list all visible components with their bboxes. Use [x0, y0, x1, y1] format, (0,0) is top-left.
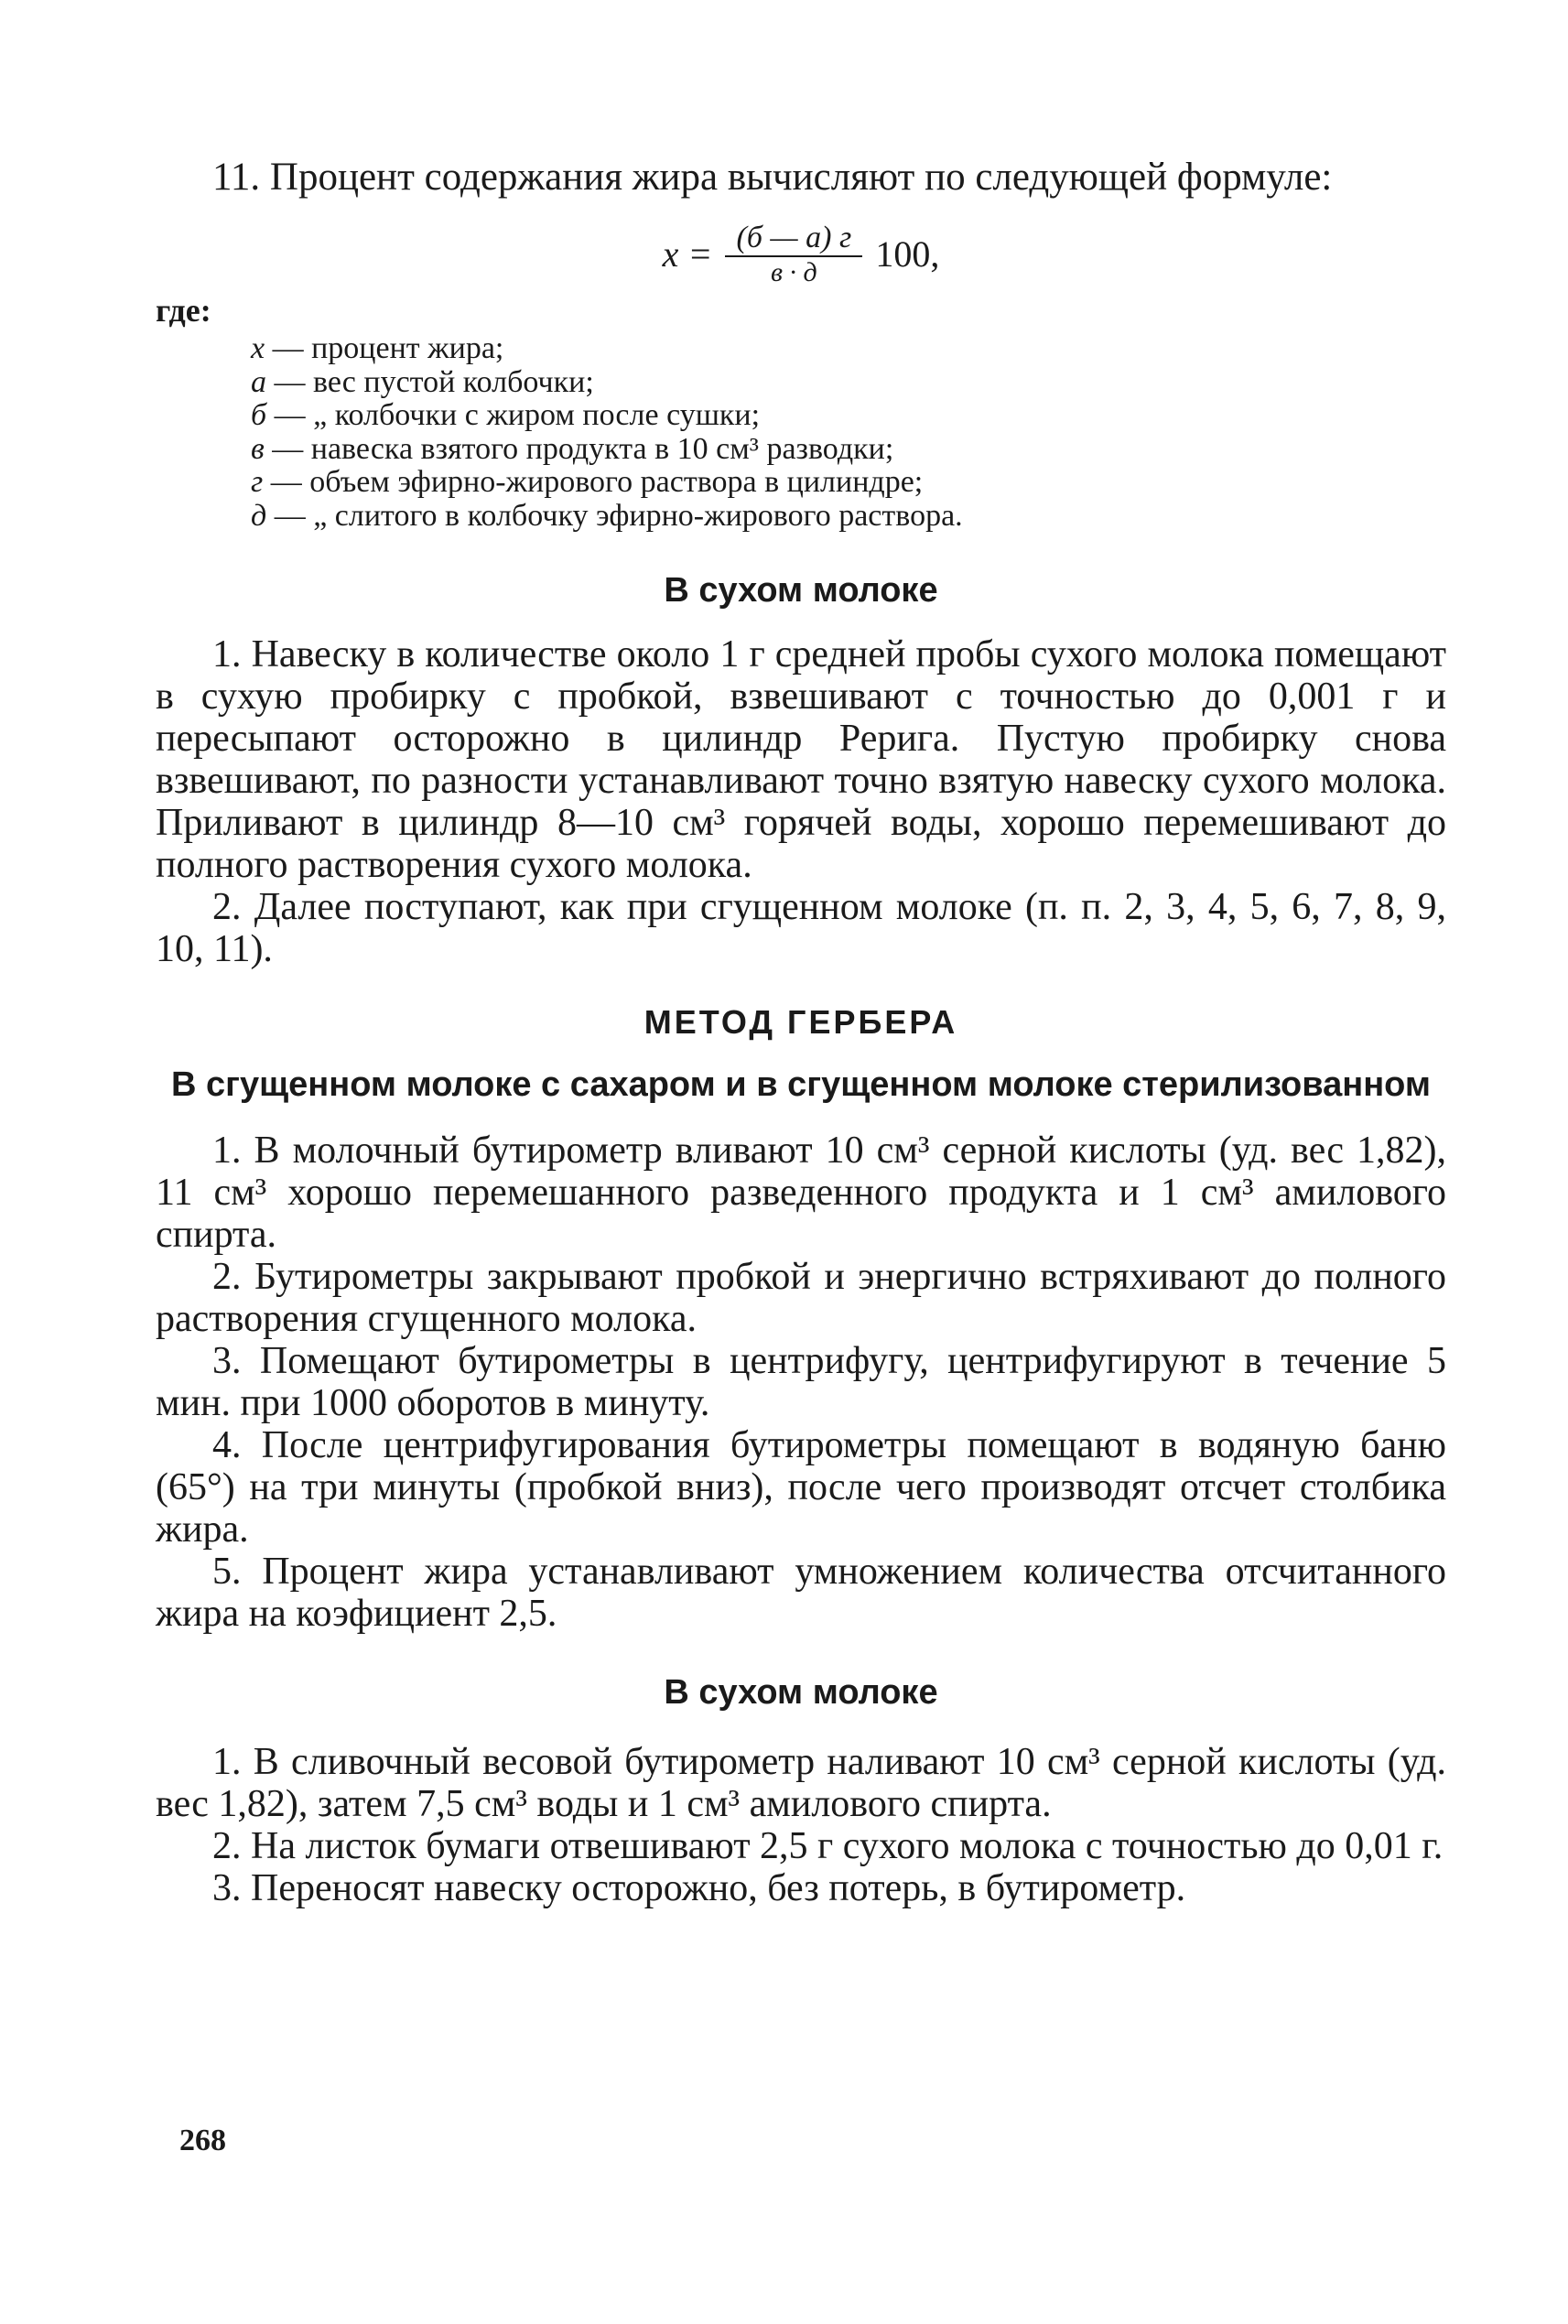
paragraph: 3. Помещают бутирометры в центрифугу, центрифугируют в течение 5 мин. при 1000 оборотов в минуту. [156, 1340, 1446, 1424]
paragraph: 1. В сливочный весовой бутирометр наливают 10 см³ серной кислоты (уд. вес 1,82), затем 7,5 см³ воды и 1 см³ амилового спирта. [156, 1741, 1446, 1825]
legend-text: — вес пустой колбочки; [266, 364, 594, 399]
paragraph: 4. После центрифугирования бутирометры помещают в водяную баню (65°) на три минуты (пробкой вниз), после чего производят отсчет столбика жира. [156, 1424, 1446, 1551]
paragraph: 3. Переносят навеску осторожно, без потерь, в бутирометр. [212, 1867, 1186, 1909]
formula-legend [251, 332, 1446, 533]
section-title-dry-milk: В сухом молоке [664, 571, 938, 610]
legend-text: — навеска взятого продукта в 10 см³ разводки; [264, 431, 894, 466]
legend-list [251, 332, 1446, 533]
method-title: МЕТОД ГЕРБЕРА [643, 1003, 958, 1041]
legend-symbol: б [251, 398, 267, 432]
legend-text: — „ колбочки с жиром после сушки; [266, 398, 761, 432]
formula-denominator: в · д [771, 257, 817, 287]
formula-numerator: (б — а) г [736, 221, 852, 254]
page-body [156, 156, 1446, 1909]
formula-multiplier: 100, [875, 233, 940, 275]
paragraph: 2. На листок бумаги отвешивают 2,5 г сухого молока с точностью до 0,01 г. [212, 1825, 1444, 1867]
legend-symbol: x [251, 331, 265, 365]
legend-item [251, 466, 1446, 500]
section-dry-milk-body [156, 633, 1446, 970]
section-title-dry-milk-2: В сухом молоке [664, 1673, 938, 1712]
legend-symbol: г [251, 465, 264, 499]
paragraph: 2. Бутирометры закрывают пробкой и энергично встряхивают до полного растворения сгущенного молока. [156, 1256, 1446, 1340]
legend-item [251, 366, 1446, 400]
formula-lhs: x = [662, 233, 713, 275]
legend-item [251, 399, 1446, 433]
subsection-title-condensed: В сгущенном молоке с сахаром и в сгущенном молоке стерилизованном [171, 1065, 1431, 1104]
section-dry-milk-2-body [156, 1741, 1446, 1909]
legend-symbol: д [251, 498, 267, 533]
legend-symbol: а [251, 364, 266, 399]
legend-text: — „ слитого в колбочку эфирно-жирового раствора. [266, 498, 963, 533]
fat-formula [156, 221, 1446, 288]
legend-text: — объем эфирно-жирового раствора в цилиндре; [263, 465, 924, 499]
legend-item [251, 433, 1446, 467]
paragraph: 1. В молочный бутирометр вливают 10 см³ серной кислоты (уд. вес 1,82), 11 см³ хорошо перемешанного разведенного продукта и 1 см³ амилового спирта. [156, 1130, 1446, 1256]
legend-item [251, 332, 1446, 366]
paragraph: 2. Далее поступают, как при сгущенном молоке (п. п. 2, 3, 4, 5, 6, 7, 8, 9, 10, 11). [156, 886, 1446, 970]
legend-item [251, 500, 1446, 534]
formula-fraction [725, 221, 862, 288]
intro-paragraph: 11. Процент содержания жира вычисляют по следующей формуле: [212, 156, 1333, 199]
paragraph: 5. Процент жира устанавливают умножением количества отсчитанного жира на коэфициент 2,5. [156, 1551, 1446, 1635]
where-label: где: [156, 292, 211, 329]
paragraph: 1. Навеску в количестве около 1 г средней пробы сухого молока помещают в сухую пробирку с пробкой, взвешивают с точностью до 0,001 г и пересыпают осторожно в цилиндр Рерига. Пустую пробирку снова взвешивают, по разности устанавливают точно взятую навеску сухого молока. Приливают в цилиндр 8—10 см³ горячей воды, хорошо перемешивают до полного растворения сухого молока. [156, 633, 1446, 886]
legend-symbol: в [251, 431, 265, 466]
page-number: 268 [179, 2124, 226, 2157]
section-condensed-body [156, 1130, 1446, 1635]
legend-text: — процент жира; [265, 331, 504, 365]
